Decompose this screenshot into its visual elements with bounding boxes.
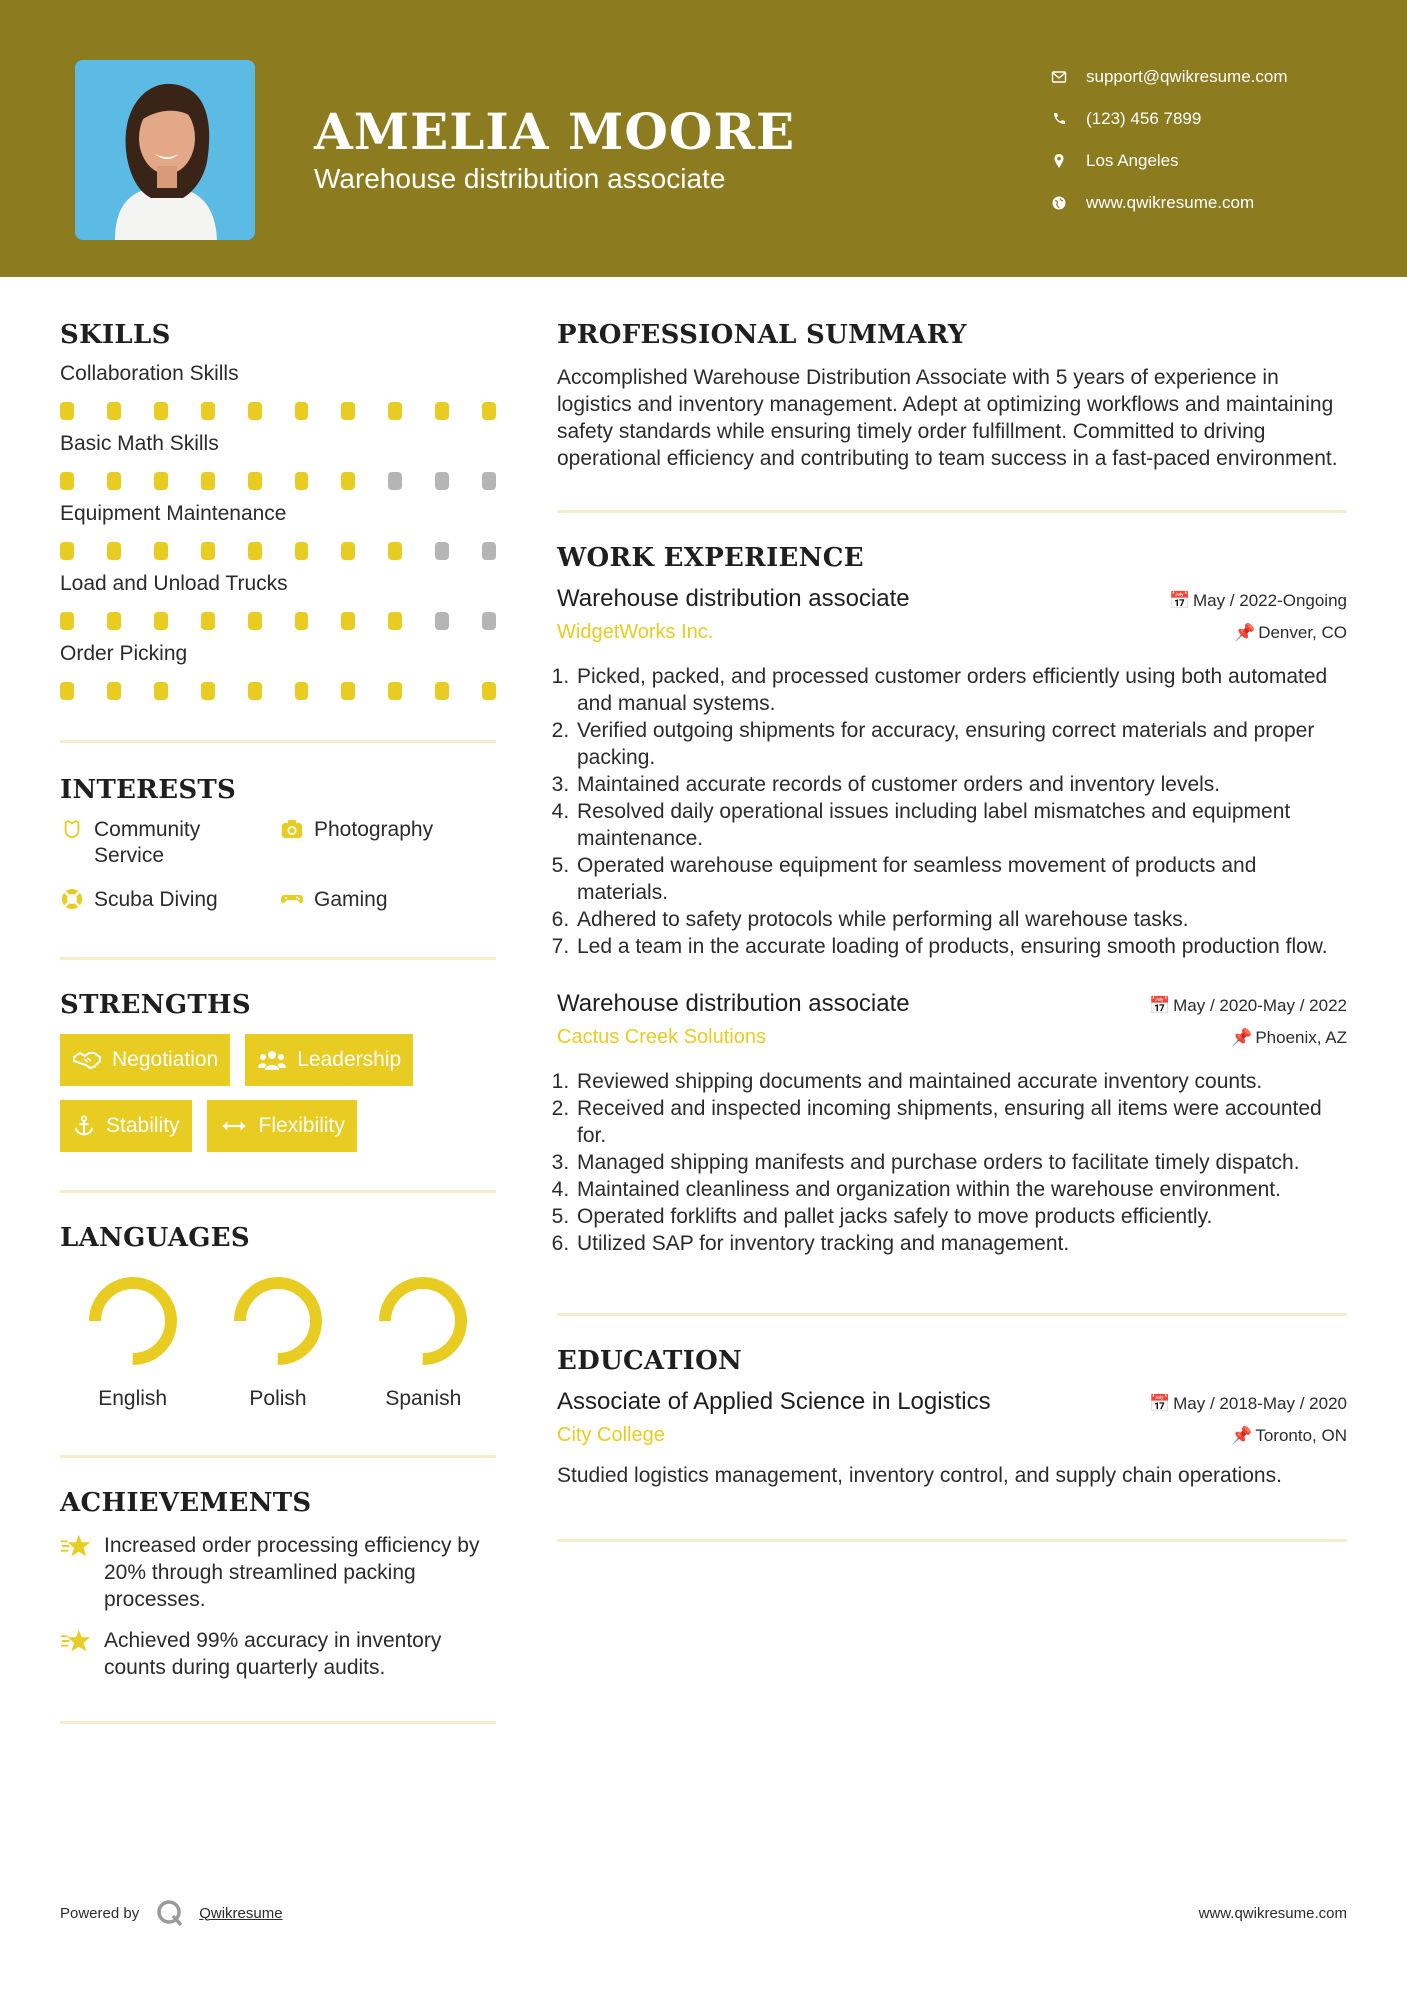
skill-dot xyxy=(482,402,496,420)
strength-label: Flexibility xyxy=(258,1114,345,1137)
skill-dot xyxy=(201,472,215,490)
language-item xyxy=(205,1275,350,1411)
language-name: Polish xyxy=(249,1387,307,1410)
skill-item xyxy=(60,430,496,490)
qwikresume-link[interactable]: Qwikresume xyxy=(199,1904,283,1922)
skill-dot xyxy=(388,472,402,490)
education-section xyxy=(557,1346,1347,1489)
gamepad-icon xyxy=(280,887,304,911)
school-name: City College xyxy=(557,1424,665,1446)
list-item: 2. Received and inspected incoming shipments, ensuring all items were accounted for. xyxy=(575,1095,1347,1149)
anchor-icon xyxy=(72,1115,96,1137)
skill-dot xyxy=(482,682,496,700)
skill-rating xyxy=(60,402,496,420)
profile-photo xyxy=(75,60,255,240)
responsibility-list xyxy=(557,1068,1347,1257)
languages-section xyxy=(60,1223,496,1411)
list-item: 6. Utilized SAP for inventory tracking and management. xyxy=(575,1230,1347,1257)
star-icon xyxy=(60,1627,94,1655)
achievement-item xyxy=(60,1627,496,1681)
company-name: Cactus Creek Solutions xyxy=(557,1026,766,1048)
skill-dot xyxy=(154,402,168,420)
education-location: Toronto, ON xyxy=(1255,1426,1347,1445)
skill-dot xyxy=(201,612,215,630)
contact-website-text: www.qwikresume.com xyxy=(1086,193,1255,212)
company-name: WidgetWorks Inc. xyxy=(557,621,714,643)
skill-dot xyxy=(388,542,402,560)
skill-dot xyxy=(341,542,355,560)
skill-item xyxy=(60,640,496,700)
hand-heart-icon xyxy=(60,817,84,841)
skill-rating xyxy=(60,472,496,490)
skill-name: Equipment Maintenance xyxy=(60,502,287,525)
list-item: 5. Operated forklifts and pallet jacks safely to move products efficiently. xyxy=(575,1203,1347,1230)
skill-dot xyxy=(248,472,262,490)
skill-dot xyxy=(60,542,74,560)
education-dates: May / 2018-May / 2020 xyxy=(1173,1394,1347,1413)
skill-dot xyxy=(60,682,74,700)
interest-item xyxy=(280,817,496,869)
section-divider xyxy=(60,1190,496,1193)
skill-dot xyxy=(295,682,309,700)
skill-dot xyxy=(435,472,449,490)
achievements-section xyxy=(60,1488,496,1681)
skill-dot xyxy=(435,682,449,700)
skill-dot xyxy=(201,682,215,700)
contact-website[interactable] xyxy=(1050,182,1288,224)
section-divider xyxy=(60,1721,496,1724)
section-divider xyxy=(60,740,496,743)
language-level-ring xyxy=(232,1275,324,1367)
calendar-icon: 📅 xyxy=(1168,591,1191,610)
skill-dot xyxy=(341,612,355,630)
job-dates: May / 2022-Ongoing xyxy=(1192,591,1347,610)
skill-dot xyxy=(435,402,449,420)
skill-dot xyxy=(60,472,74,490)
skill-dot xyxy=(248,542,262,560)
map-marker-icon xyxy=(1050,152,1068,170)
section-divider xyxy=(60,957,496,960)
skill-dot xyxy=(107,682,121,700)
job-dates: May / 2020-May / 2022 xyxy=(1173,996,1347,1015)
skill-dot xyxy=(248,612,262,630)
degree-title: Associate of Applied Science in Logistics xyxy=(557,1388,991,1415)
globe-icon xyxy=(1050,194,1068,212)
star-icon xyxy=(60,1532,94,1560)
interest-item xyxy=(60,887,280,913)
skill-name: Load and Unload Trucks xyxy=(60,572,288,595)
skill-dot xyxy=(482,542,496,560)
interest-label: Photography xyxy=(314,818,434,841)
achievement-text: Increased order processing efficiency by 20% through streamlined packing processes. xyxy=(104,1534,480,1611)
life-ring-icon xyxy=(60,887,84,911)
job-entry xyxy=(557,990,1347,1257)
strength-label: Negotiation xyxy=(112,1048,219,1071)
list-item: 6. Adhered to safety protocols while performing all warehouse tasks. xyxy=(575,906,1347,933)
skill-rating xyxy=(60,542,496,560)
strength-tag xyxy=(245,1034,413,1086)
phone-icon xyxy=(1050,110,1068,128)
contact-email-text: support@qwikresume.com xyxy=(1086,67,1288,86)
strength-tag xyxy=(207,1100,357,1152)
achievement-item xyxy=(60,1532,496,1613)
skill-name: Basic Math Skills xyxy=(60,432,219,455)
envelope-icon xyxy=(1050,68,1068,86)
skill-rating xyxy=(60,682,496,700)
interest-label: Gaming xyxy=(314,888,388,911)
strengths-title: STRENGTHS xyxy=(60,990,251,1020)
contact-location-text: Los Angeles xyxy=(1086,151,1179,170)
language-level-ring xyxy=(377,1275,469,1367)
footer-url[interactable]: www.qwikresume.com xyxy=(1198,1905,1347,1922)
skill-dot xyxy=(60,402,74,420)
language-item xyxy=(60,1275,205,1411)
skill-dot xyxy=(388,612,402,630)
skill-dot xyxy=(107,612,121,630)
skill-rating xyxy=(60,612,496,630)
contact-location xyxy=(1050,140,1288,182)
job-title: Warehouse distribution associate xyxy=(557,585,910,612)
skill-dot xyxy=(201,402,215,420)
job-entry xyxy=(557,585,1347,960)
summary-title: PROFESSIONAL SUMMARY xyxy=(557,320,967,350)
skill-dot xyxy=(388,402,402,420)
list-item: 5. Operated warehouse equipment for seamless movement of products and materials. xyxy=(575,852,1347,906)
skill-dot xyxy=(154,542,168,560)
left-column xyxy=(60,320,496,1724)
section-divider xyxy=(60,1455,496,1458)
skill-dot xyxy=(295,542,309,560)
skill-dot xyxy=(341,472,355,490)
skill-dot xyxy=(201,542,215,560)
skill-dot xyxy=(435,612,449,630)
pin-icon: 📌 xyxy=(1231,1028,1253,1047)
skill-dot xyxy=(154,682,168,700)
strength-tag xyxy=(60,1034,230,1086)
skill-dot xyxy=(107,472,121,490)
resume-header xyxy=(0,0,1407,277)
handshake-icon xyxy=(72,1049,102,1071)
interest-label: Scuba Diving xyxy=(94,888,218,911)
education-description: Studied logistics management, inventory control, and supply chain operations. xyxy=(557,1464,1282,1487)
skill-item xyxy=(60,360,496,420)
experience-section xyxy=(557,543,1347,1257)
skill-dot xyxy=(388,682,402,700)
contact-email[interactable] xyxy=(1050,56,1288,98)
section-divider xyxy=(557,1313,1347,1316)
skill-name: Collaboration Skills xyxy=(60,362,239,385)
summary-section xyxy=(557,320,1347,472)
camera-icon xyxy=(280,817,304,841)
candidate-name: AMELIA MOORE xyxy=(314,102,796,161)
skill-dot xyxy=(295,472,309,490)
skill-dot xyxy=(482,612,496,630)
interest-item xyxy=(60,817,280,869)
interests-title: INTERESTS xyxy=(60,775,237,805)
skill-dot xyxy=(248,682,262,700)
skill-name: Order Picking xyxy=(60,642,188,665)
experience-title: WORK EXPERIENCE xyxy=(557,543,864,573)
list-item: 3. Maintained accurate records of customer orders and inventory levels. xyxy=(575,771,1347,798)
responsibility-list xyxy=(557,663,1347,960)
list-item: 1. Reviewed shipping documents and maintained accurate inventory counts. xyxy=(575,1068,1347,1095)
achievement-text: Achieved 99% accuracy in inventory counts during quarterly audits. xyxy=(104,1629,442,1679)
interest-label: Community Service xyxy=(94,818,201,867)
strength-tag xyxy=(60,1100,192,1152)
contact-phone[interactable] xyxy=(1050,98,1288,140)
achievements-title: ACHIEVEMENTS xyxy=(60,1488,312,1518)
strength-label: Stability xyxy=(106,1114,180,1137)
powered-by-text: Powered by xyxy=(60,1904,140,1922)
strength-label: Leadership xyxy=(297,1048,402,1071)
list-item: 7. Led a team in the accurate loading of products, ensuring smooth production flow. xyxy=(575,933,1347,960)
skills-title: SKILLS xyxy=(60,320,171,350)
right-column xyxy=(557,320,1347,1542)
job-title: Warehouse distribution associate xyxy=(557,990,910,1017)
contact-phone-text: (123) 456 7899 xyxy=(1086,109,1202,128)
skill-dot xyxy=(248,402,262,420)
interests-section xyxy=(60,775,496,913)
calendar-icon: 📅 xyxy=(1149,1394,1171,1413)
section-divider xyxy=(557,1539,1347,1542)
skill-item xyxy=(60,500,496,560)
skill-dot xyxy=(107,402,121,420)
skill-dot xyxy=(341,402,355,420)
job-location: Phoenix, AZ xyxy=(1255,1028,1347,1047)
education-title: EDUCATION xyxy=(557,1346,743,1376)
users-icon xyxy=(257,1049,287,1071)
skill-dot xyxy=(435,542,449,560)
pin-icon: 📌 xyxy=(1231,1426,1253,1445)
skill-dot xyxy=(295,612,309,630)
skill-dot xyxy=(295,402,309,420)
skill-item xyxy=(60,570,496,630)
footer-powered-by xyxy=(60,1898,283,1928)
list-item: 1. Picked, packed, and processed customer orders efficiently using both automated and manual systems. xyxy=(575,663,1347,717)
language-name: English xyxy=(98,1387,168,1410)
list-item: 2. Verified outgoing shipments for accuracy, ensuring correct materials and proper packing. xyxy=(575,717,1347,771)
language-name: Spanish xyxy=(385,1387,462,1410)
strengths-section xyxy=(60,990,496,1166)
interest-item xyxy=(280,887,496,913)
pin-icon: 📌 xyxy=(1234,623,1256,642)
skill-dot xyxy=(482,472,496,490)
candidate-title: Warehouse distribution associate xyxy=(314,163,726,194)
job-location: Denver, CO xyxy=(1258,623,1347,642)
section-divider xyxy=(557,510,1347,513)
qwikresume-logo-icon xyxy=(155,1898,185,1928)
summary-text: Accomplished Warehouse Distribution Associate with 5 years of experience in logistics and inventory management. Adept at optimizing workflows and maintaining safety standards while ensuring timely order fulfillment. Committed to driving operational efficiency and contributing to team success in a fast-paced environment. xyxy=(557,366,1338,470)
language-level-ring xyxy=(87,1275,179,1367)
list-item: 3. Managed shipping manifests and purchase orders to facilitate timely dispatch. xyxy=(575,1149,1347,1176)
arrows-horizontal-icon xyxy=(219,1115,249,1137)
contact-list xyxy=(1050,56,1288,224)
skills-section xyxy=(60,320,496,700)
skill-dot xyxy=(341,682,355,700)
skill-dot xyxy=(154,472,168,490)
language-item xyxy=(351,1275,496,1411)
skill-dot xyxy=(154,612,168,630)
calendar-icon: 📅 xyxy=(1149,996,1171,1015)
list-item: 4. Resolved daily operational issues including label mismatches and equipment maintenance. xyxy=(575,798,1347,852)
skill-dot xyxy=(107,542,121,560)
languages-title: LANGUAGES xyxy=(60,1223,250,1253)
list-item: 4. Maintained cleanliness and organization within the warehouse environment. xyxy=(575,1176,1347,1203)
skill-dot xyxy=(60,612,74,630)
